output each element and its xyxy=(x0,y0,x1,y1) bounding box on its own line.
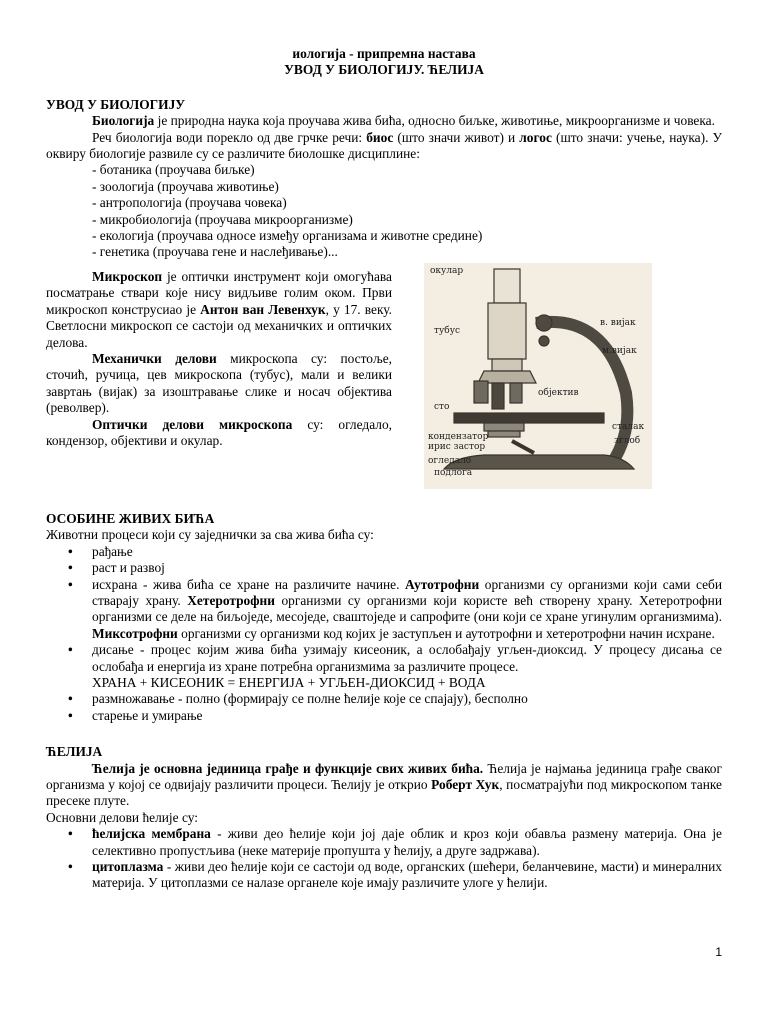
list-item: - екологија (проучава односе између организама и животне средине) xyxy=(92,228,483,244)
list-item: - ботаника (проучава биљке) xyxy=(92,162,255,178)
living-processes-list xyxy=(46,544,722,724)
label-tubus: тубус xyxy=(434,325,461,336)
label-podloga: подлога xyxy=(434,467,473,478)
paragraph-mechanical-parts: Механички делови микроскопа су: постоље, сточић, ручица, цев микроскопа (тубус), мали и велики завртањ (вијак) за изоштравање слике и носач објектива (револвер). xyxy=(46,350,392,416)
paragraph-optical-parts: Оптички делови микроскопа су: огледало, кондензор, објективи и окулар. xyxy=(46,416,392,448)
list-item: - микробиологија (проучава микроорганизме) xyxy=(92,211,353,227)
bullet-icon: • xyxy=(68,543,73,559)
label-ogledalo: огледало xyxy=(428,455,472,466)
label-iris: ирис застор xyxy=(428,441,486,452)
living-intro: Животни процеси који су заједнички за сва жива бића су: xyxy=(46,527,374,543)
list-item: - зоологија (проучава животиње) xyxy=(92,178,279,194)
label-objektiv: објектив xyxy=(538,387,579,398)
list-item: • исхрана - жива бића се хране на различите начине. Аутотрофни организми су организми који сами себи стварају храну. Хетеротрофни организми су организми који користе већ створену храну. Хетеротрофни организми се деле на биљоједе, месоједе, сваштоједе и сапрофите (они који се хране угинулим организмима). Миксотрофни организми су организми код којих је заступљен и аутотрофни и хетеротрофни начин исхране. xyxy=(68,576,722,641)
list-item: • цитоплазма - живи део ћелије који се састоји од воде, органских (шећери, беланчевине, масти) и минералних материја. У цитоплазми се налазе органеле које имају различите улоге у ћелији. xyxy=(68,859,722,891)
section-heading-intro: УВОД У БИОЛОГИЈУ xyxy=(46,96,186,112)
label-okular: окулар xyxy=(430,265,464,276)
section-heading-living: ОСОБИНЕ ЖИВИХ БИЋА xyxy=(46,510,215,526)
bullet-icon: • xyxy=(68,560,73,576)
list-item: • ћелијска мембрана - живи део ћелије који јој даје облик и кроз који обавља размену материја. Она је селективно пропустљива (неке материје пропушта у ћелију, а друге задржава). xyxy=(68,826,722,858)
bullet-icon: • xyxy=(68,642,73,658)
bullet-icon: • xyxy=(68,707,73,723)
label-stalak: сталак xyxy=(612,421,645,432)
list-item: • раст и развој xyxy=(68,560,165,576)
list-item: • старење и умирање xyxy=(68,707,203,723)
bullet-icon: • xyxy=(68,691,73,707)
label-sto: сто xyxy=(434,401,450,412)
page-number: 1 xyxy=(715,945,722,959)
list-item: - генетика (проучава гене и наслеђивање)... xyxy=(92,244,338,260)
bullet-icon: • xyxy=(68,576,73,592)
list-item: • размножавање - полно (формирају се полне ћелије које се спајају), бесполно xyxy=(68,691,528,707)
paragraph-cell-definition: Ћелија је основна јединица грађе и функције свих живих бића. Ћелија је најмања јединица грађе сваког организма у којој се одвијају различити процеси. Ћелију је открио Роберт Хук, посматрајући под микроскопом танке пресеке плуте. xyxy=(46,760,722,809)
section-heading-cell: ЋЕЛИЈА xyxy=(46,744,103,760)
microscope-text xyxy=(46,269,392,449)
paragraph-biology-origin: Реч биологија води порекло од две грчке речи: биос (што значи живот) и логос (што значи: учење, наука). У оквиру биологије развиле су се различите биолошке дисциплине: xyxy=(46,129,722,162)
list-item: • дисање - процес којим жива бића узимају кисеоник, а ослобађају угљен-диоксид. У процесу дисања се ослобађа и енергија из хране потребна организмима за различите процесе. ХРАНА + КИСЕОНИК = ЕНЕРГИЈА + УГЉЕН-ДИОКСИД + ВОДА xyxy=(68,642,722,690)
microscope-section xyxy=(46,263,722,489)
microscope-illustration xyxy=(424,263,652,489)
document-page xyxy=(46,46,722,892)
label-v-vijak: в. вијак xyxy=(600,317,636,328)
paragraph-biology-definition: Биологија је природна наука која проучава жива бића, односно биљке, животиње, микроорганизме и човека. xyxy=(92,113,715,129)
respiration-equation: ХРАНА + КИСЕОНИК = ЕНЕРГИЈА + УГЉЕН-ДИОКСИД + ВОДА xyxy=(92,674,486,690)
doc-subject-title: иологија - припремна настава xyxy=(292,46,476,61)
bullet-icon: • xyxy=(68,859,73,874)
paragraph-microscope: Микроскоп је оптички инструмент који омогућава посматрање ствари које нису видљиве голим оком. Први микроскоп конструсиао је Антон ван Левенхук, у 17. веку. Светлосни микроскоп се састоји од механичких и оптичких делова. xyxy=(46,268,392,350)
bullet-icon: • xyxy=(68,826,73,842)
microscope-figure xyxy=(424,263,652,489)
disciplines-list xyxy=(92,162,722,260)
cell-parts-intro: Основни делови ћелије су: xyxy=(46,809,198,825)
list-item: - антропологија (проучава човека) xyxy=(92,195,287,211)
label-zglob: зглоб xyxy=(614,435,641,446)
doc-main-title: УВОД У БИОЛОГИЈУ. ЋЕЛИЈА xyxy=(284,62,484,78)
label-m-vijak: м.вијак xyxy=(602,345,637,356)
cell-parts-list xyxy=(46,826,722,892)
list-item: • рађање xyxy=(68,543,133,559)
label-kondenzator: кондензатор xyxy=(428,431,489,442)
